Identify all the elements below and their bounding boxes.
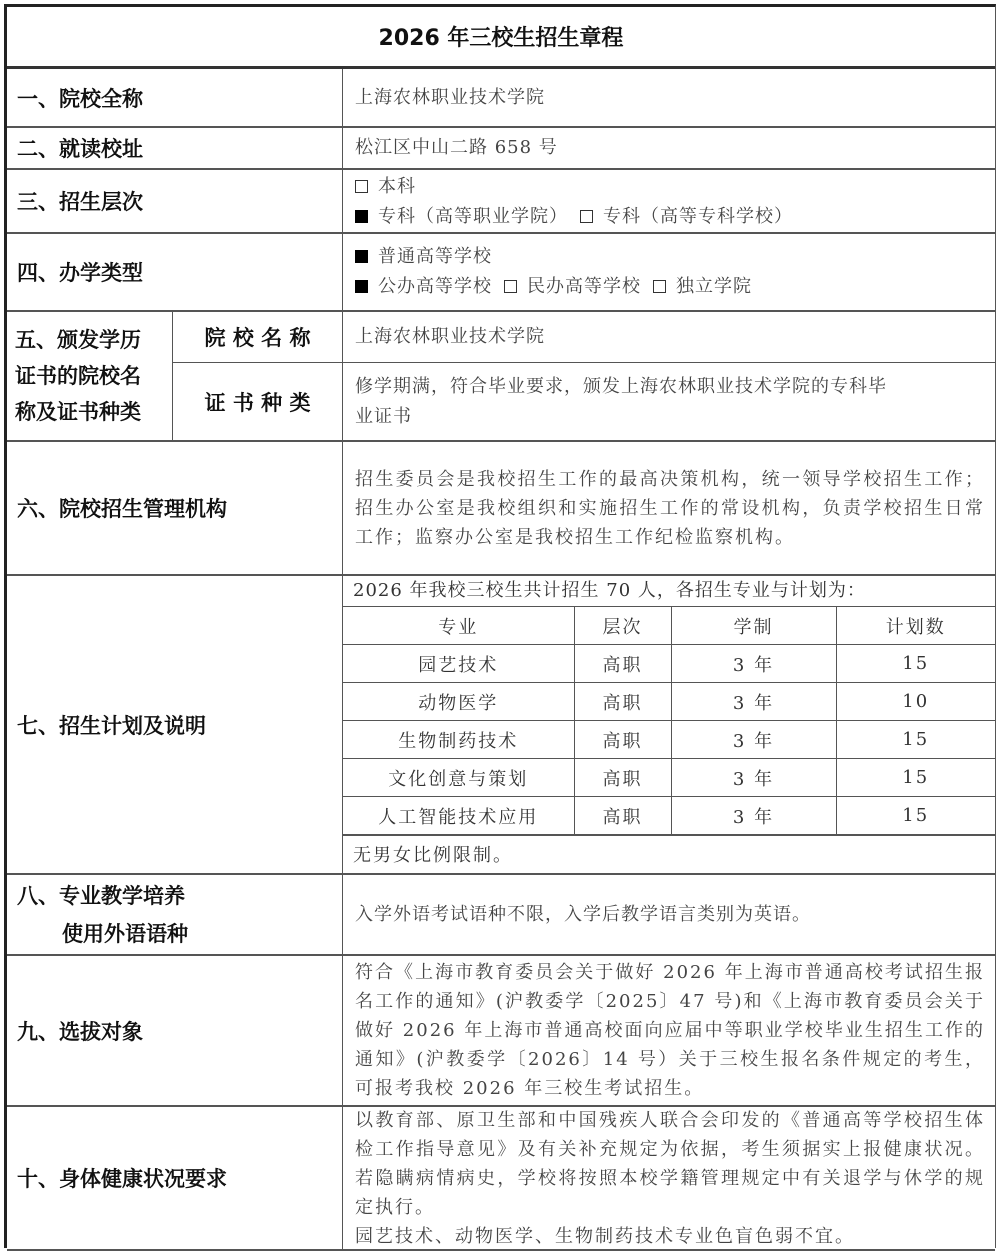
cert-type-line: 业证书	[355, 405, 412, 427]
cell-major: 园艺技术	[343, 645, 574, 683]
checkbox-junior-college[interactable]	[580, 210, 593, 223]
option-label: 公办高等学校	[378, 276, 492, 297]
level-option-row-2	[355, 202, 985, 232]
plan-table	[343, 607, 995, 835]
option-label: 独立学院	[676, 276, 752, 297]
campus-address: 松江区中山二路 658 号	[355, 137, 558, 158]
table-row	[343, 683, 995, 721]
cell-level: 高职	[574, 797, 671, 835]
checkbox-undergraduate[interactable]	[355, 180, 368, 193]
document-title: 2026 年三校生招生章程	[7, 7, 995, 69]
cell-duration: 3 年	[671, 759, 836, 797]
cell-quota: 15	[836, 721, 995, 759]
section-label: 十、身体健康状况要求	[7, 1107, 343, 1249]
cell-level: 高职	[574, 683, 671, 721]
section-school-type	[7, 234, 995, 312]
header-quota: 计划数	[836, 607, 995, 645]
cell-level: 高职	[574, 645, 671, 683]
checkbox-vocational-college[interactable]	[355, 210, 368, 223]
cert-type-sublabel: 证 书 种 类	[173, 363, 343, 440]
section-value	[343, 170, 995, 232]
issuing-school-name: 上海农林职业技术学院	[355, 326, 545, 347]
cert-type-line: 修学期满，符合毕业要求，颁发上海农林职业技术学院的专科毕	[355, 375, 887, 397]
label-line: 五、颁发学历	[15, 328, 141, 352]
cell-duration: 3 年	[671, 645, 836, 683]
label-line: 称及证书种类	[15, 400, 141, 424]
section-school-name	[7, 69, 995, 128]
section-label	[7, 312, 173, 440]
cell-duration: 3 年	[671, 797, 836, 835]
cert-type-cell	[343, 363, 995, 440]
section-value	[343, 875, 995, 954]
cell-level: 高职	[574, 759, 671, 797]
cell-duration: 3 年	[671, 683, 836, 721]
cell-quota: 15	[836, 759, 995, 797]
type-option-row-2	[355, 272, 985, 302]
cell-major: 人工智能技术应用	[343, 797, 574, 835]
section-label: 三、招生层次	[7, 170, 343, 232]
section-label: 九、选拔对象	[7, 956, 343, 1105]
section-admission-management	[7, 442, 995, 576]
header-major: 专业	[343, 607, 574, 645]
section-admission-plan	[7, 576, 995, 875]
section-label: 四、办学类型	[7, 234, 343, 310]
plan-table-header	[343, 607, 995, 645]
cell-duration: 3 年	[671, 721, 836, 759]
management-description: 招生委员会是我校招生工作的最高决策机构，统一领导学校招生工作；招生办公室是我校组织和实施招生工作的常设机构，负责学校招生日常工作；监察办公室是我校招生工作纪检监察机构。	[355, 468, 985, 548]
option-label: 民办高等学校	[527, 276, 641, 297]
section-campus-address	[7, 128, 995, 170]
section-label: 七、招生计划及说明	[7, 576, 343, 873]
cell-major: 文化创意与策划	[343, 759, 574, 797]
section-admission-level	[7, 170, 995, 234]
option-label: 本科	[378, 176, 416, 197]
section-value	[343, 234, 995, 310]
table-row	[343, 645, 995, 683]
section-label	[7, 875, 343, 954]
section-label: 一、院校全称	[7, 69, 343, 126]
checkbox-private-institution[interactable]	[504, 280, 517, 293]
section-label: 六、院校招生管理机构	[7, 442, 343, 574]
option-label: 专科（高等职业学院）	[378, 206, 568, 227]
section-label: 二、就读校址	[7, 128, 343, 168]
section-health-requirements	[7, 1107, 995, 1251]
school-name-sublabel: 院 校 名 称	[173, 312, 343, 363]
cell-quota: 10	[836, 683, 995, 721]
label-line: 八、专业教学培养	[17, 883, 185, 908]
option-label: 专科（高等专科学校）	[603, 206, 793, 227]
section-value	[343, 1107, 995, 1249]
cell-major: 生物制药技术	[343, 721, 574, 759]
plan-intro: 2026 年我校三校生共计招生 70 人，各招生专业与计划为：	[343, 576, 995, 607]
health-note: 园艺技术、动物医学、生物制药技术专业色盲色弱不宜。	[355, 1225, 855, 1247]
health-description: 以教育部、原卫生部和中国残疾人联合会印发的《普通高等学校招生体检工作指导意见》及有关补充规定为依据，考生须据实上报健康状况。若隐瞒病情病史，学校将按照本校学籍管理规定中有关退学与休学的规定执行。	[355, 1109, 985, 1218]
section-value	[343, 128, 995, 168]
header-level: 层次	[574, 607, 671, 645]
section-diploma-issuer	[7, 312, 995, 442]
eligibility-description: 符合《上海市教育委员会关于做好 2026 年上海市普通高校考试招生报名工作的通知》(沪教委学〔2025〕47 号)和《上海市教育委员会关于做好 2026 年上海市普通高校面向应届中等职业学校毕业生招生工作的通知》(沪教委学〔2026〕14 号）关于三校生报名条件规定的考生，可报考我校 2026 年三校生考试招生。	[355, 962, 985, 1099]
table-row	[343, 797, 995, 835]
section-eligible-candidates	[7, 956, 995, 1107]
level-option-row-1	[355, 172, 985, 202]
checkbox-public-institution[interactable]	[355, 280, 368, 293]
plan-container	[343, 576, 995, 873]
cell-quota: 15	[836, 797, 995, 835]
section-foreign-language	[7, 875, 995, 956]
language-description: 入学外语考试语种不限，入学后教学语言类别为英语。	[355, 903, 811, 925]
checkbox-independent-college[interactable]	[653, 280, 666, 293]
section-value	[343, 69, 995, 126]
checkbox-regular-institution[interactable]	[355, 250, 368, 263]
school-full-name: 上海农林职业技术学院	[355, 86, 545, 108]
admission-charter-table	[4, 4, 996, 1248]
header-duration: 学制	[671, 607, 836, 645]
school-name-cell	[343, 312, 995, 363]
label-line: 证书的院校名	[15, 364, 141, 388]
table-row	[343, 721, 995, 759]
cell-level: 高职	[574, 721, 671, 759]
cell-major: 动物医学	[343, 683, 574, 721]
cell-quota: 15	[836, 645, 995, 683]
table-row	[343, 759, 995, 797]
label-line: 使用外语语种	[62, 921, 188, 946]
plan-note: 无男女比例限制。	[343, 835, 995, 876]
section-value	[343, 442, 995, 574]
type-option-row-1	[355, 242, 985, 272]
option-label: 普通高等学校	[378, 246, 492, 267]
section-value	[343, 956, 995, 1105]
